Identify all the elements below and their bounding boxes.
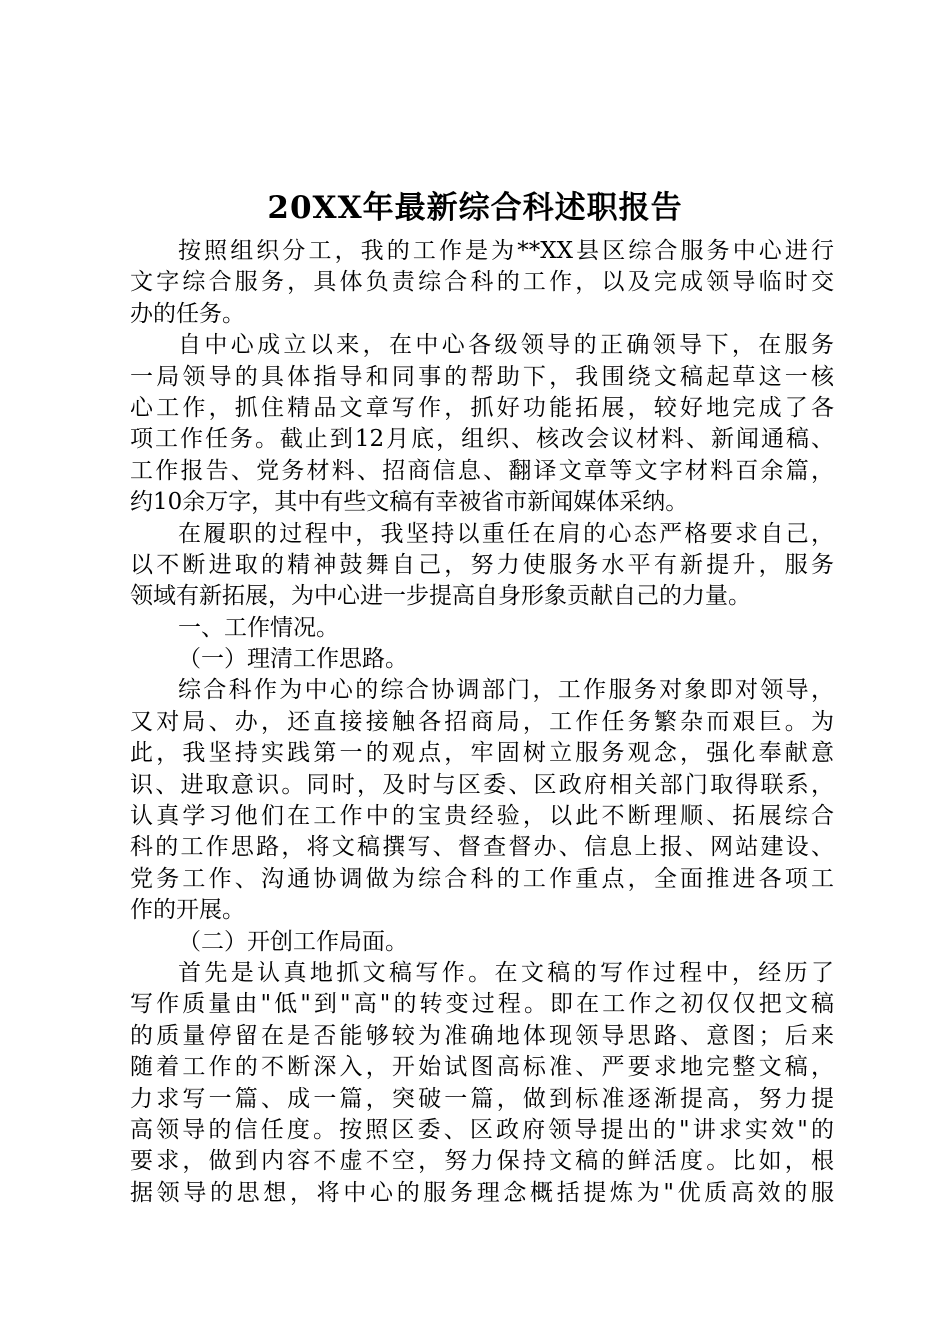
paragraph-line: 认真学习他们在工作中的宝贵经验，以此不断理顺、拓展综合 <box>130 803 834 830</box>
paragraph-line: 写作质量由"低"到"高"的转变过程。即在工作之初仅仅把文稿 <box>130 991 834 1018</box>
subsection-heading: （一）理清工作思路。 <box>178 646 408 673</box>
paragraph-line: 在履职的过程中，我坚持以重任在肩的心态严格要求自己， <box>178 520 834 547</box>
paragraph-line: 作的开展。 <box>130 897 245 924</box>
paragraph-line: 此，我坚持实践第一的观点，牢固树立服务观念，强化奉献意 <box>130 740 834 767</box>
paragraph-line: 办的任务。 <box>130 300 245 327</box>
paragraph-line: 心工作，抓住精品文章写作，抓好功能拓展，较好地完成了各 <box>130 394 834 421</box>
paragraph-line: 又对局、办，还直接接触各招商局，工作任务繁杂而艰巨。为 <box>130 708 834 735</box>
paragraph-line: 首先是认真地抓文稿写作。在文稿的写作过程中，经历了 <box>178 959 834 986</box>
document-body <box>130 236 834 1209</box>
document-title: 20XX年最新综合科述职报告 <box>267 190 683 226</box>
paragraph-line: 力求写一篇、成一篇，突破一篇，做到标准逐渐提高，努力提 <box>130 1085 834 1112</box>
paragraph-line: 高领导的信任度。按照区委、区政府领导提出的"讲求实效"的 <box>130 1116 834 1143</box>
paragraph-line: 工作报告、党务材料、招商信息、翻译文章等文字材料百余篇， <box>130 457 834 484</box>
paragraph-line: 一局领导的具体指导和同事的帮助下，我围绕文稿起草这一核 <box>130 363 834 390</box>
paragraph-line: 按照组织分工，我的工作是为**XX县区综合服务中心进行 <box>178 238 834 264</box>
paragraph-line: 科的工作思路，将文稿撰写、督查督办、信息上报、网站建设、 <box>130 834 834 861</box>
paragraph-line: 自中心成立以来，在中心各级领导的正确领导下，在服务 <box>178 332 834 359</box>
paragraph-line: 据领导的思想，将中心的服务理念概括提炼为"优质高效的服 <box>130 1179 834 1206</box>
paragraph-line: 识、进取意识。同时，及时与区委、区政府相关部门取得联系， <box>130 771 834 798</box>
paragraph-line: 领域有新拓展，为中心进一步提高自身形象贡献自己的力量。 <box>130 583 751 610</box>
paragraph-line: 以不断进取的精神鼓舞自己，努力使服务水平有新提升，服务 <box>130 551 834 578</box>
paragraph-line: 综合科作为中心的综合协调部门，工作服务对象即对领导， <box>178 677 834 704</box>
paragraph-line: 随着工作的不断深入，开始试图高标准、严要求地完整文稿， <box>130 1054 834 1081</box>
section-heading: 一、工作情况。 <box>178 614 339 641</box>
paragraph-line: 党务工作、沟通协调做为综合科的工作重点，全面推进各项工 <box>130 865 834 892</box>
paragraph-line: 文字综合服务，具体负责综合科的工作，以及完成领导临时交 <box>130 269 834 296</box>
paragraph-line: 约10余万字，其中有些文稿有幸被省市新闻媒体采纳。 <box>130 489 689 516</box>
subsection-heading: （二）开创工作局面。 <box>178 928 408 955</box>
paragraph-line: 的质量停留在是否能够较为准确地体现领导思路、意图；后来 <box>130 1022 834 1049</box>
paragraph-line: 项工作任务。截止到12月底，组织、核改会议材料、新闻通稿、 <box>130 426 834 453</box>
paragraph-line: 要求，做到内容不虚不空，努力保持文稿的鲜活度。比如，根 <box>130 1148 834 1175</box>
